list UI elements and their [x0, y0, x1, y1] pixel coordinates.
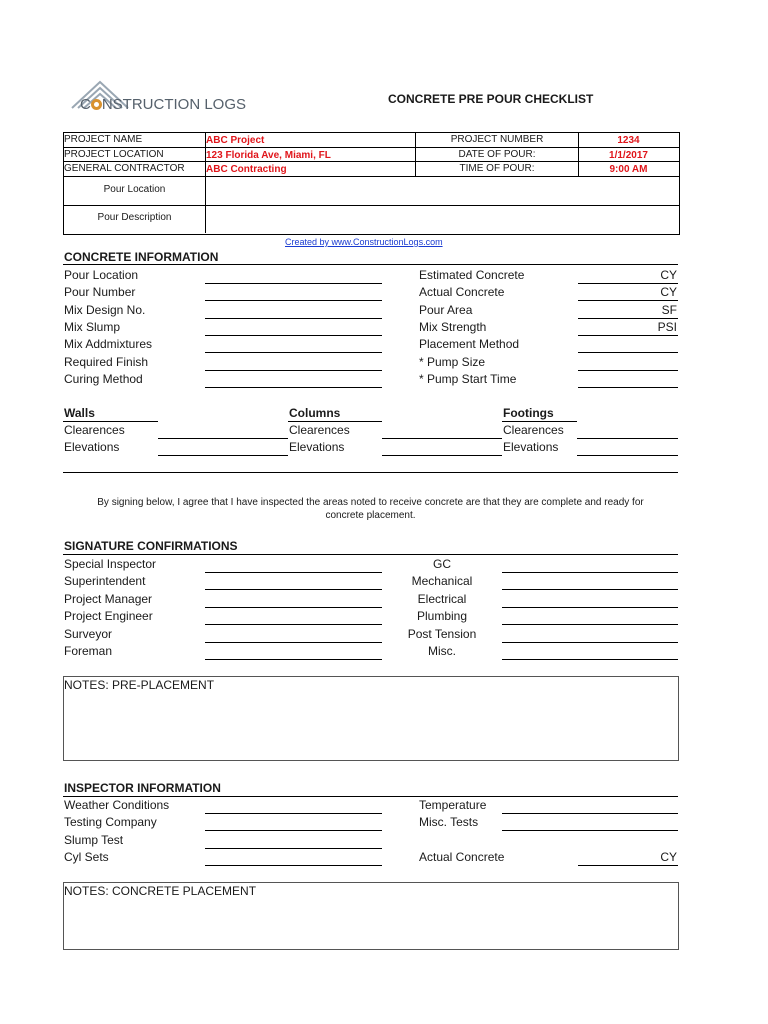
- misc-tests-field[interactable]: [502, 830, 678, 831]
- general-contractor-label: GENERAL CONTRACTOR: [64, 163, 185, 174]
- statement-line-1: By signing below, I agree that I have inspected the areas noted to receive concrete are that they are complete and ready for: [97, 497, 644, 508]
- sig-left-field-5[interactable]: [205, 659, 382, 660]
- footings-clearences: Clearences: [503, 423, 564, 437]
- ci-left-0: Pour Location: [64, 268, 139, 282]
- sig-right-0: GC: [433, 557, 451, 571]
- ci-right-3: Mix Strength: [419, 320, 487, 334]
- walls-elevations-field[interactable]: [158, 455, 288, 456]
- sig-left-field-0[interactable]: [205, 572, 382, 573]
- sig-right-field-1[interactable]: [502, 589, 678, 590]
- sig-left-1: Superintendent: [64, 574, 146, 588]
- weather-label: Weather Conditions: [64, 798, 170, 812]
- logo: [66, 78, 247, 120]
- cyl-label: Cyl Sets: [64, 850, 109, 864]
- ci-unit-1: CY: [660, 285, 677, 299]
- ci-left-field-2[interactable]: [205, 318, 382, 319]
- walls-clearences-field[interactable]: [158, 438, 288, 439]
- ci-left-6: Curing Method: [64, 372, 143, 386]
- sig-right-5: Misc.: [428, 644, 456, 658]
- sig-left-2: Project Manager: [64, 592, 153, 606]
- ci-right-field-0[interactable]: [578, 283, 678, 284]
- ci-unit-3: PSI: [657, 320, 677, 334]
- ci-right-6: * Pump Start Time: [419, 372, 517, 386]
- actual-concrete-unit: CY: [660, 850, 677, 864]
- walls-heading: Walls: [64, 406, 95, 420]
- footings-heading: Footings: [503, 406, 554, 420]
- ci-right-field-3[interactable]: [578, 335, 678, 336]
- ci-unit-2: SF: [661, 303, 677, 317]
- ci-unit-0: CY: [660, 268, 677, 282]
- sig-left-3: Project Engineer: [64, 609, 153, 623]
- columns-elevations-field[interactable]: [382, 455, 502, 456]
- page-title: CONCRETE PRE POUR CHECKLIST: [388, 92, 594, 106]
- ci-left-field-3[interactable]: [205, 335, 382, 336]
- sig-right-field-5[interactable]: [502, 659, 678, 660]
- actual-concrete-field[interactable]: [578, 865, 678, 866]
- project-name-value[interactable]: ABC Project: [206, 135, 265, 146]
- project-name-label: PROJECT NAME: [64, 134, 143, 145]
- statement-line-2: concrete placement.: [325, 510, 416, 521]
- ci-right-field-5[interactable]: [578, 370, 678, 371]
- testing-field[interactable]: [205, 830, 382, 831]
- walls-clearences: Clearences: [64, 423, 125, 437]
- ci-left-field-0[interactable]: [205, 283, 382, 284]
- concrete-info-heading: CONCRETE INFORMATION: [64, 250, 219, 264]
- date-of-pour-label: DATE OF POUR:: [458, 149, 536, 160]
- ci-left-field-1[interactable]: [205, 300, 382, 301]
- sig-left-field-2[interactable]: [205, 607, 382, 608]
- time-of-pour-value[interactable]: 9:00 AM: [609, 164, 648, 175]
- project-number-value[interactable]: 1234: [617, 135, 640, 146]
- ci-left-3: Mix Slump: [64, 320, 121, 334]
- ci-right-0: Estimated Concrete: [419, 268, 525, 282]
- sig-right-field-2[interactable]: [502, 607, 678, 608]
- walls-elevations: Elevations: [64, 440, 120, 454]
- ci-left-2: Mix Design No.: [64, 303, 146, 317]
- sig-left-0: Special Inspector: [64, 557, 157, 571]
- ci-right-4: Placement Method: [419, 337, 520, 351]
- pour-location-label: Pour Location: [103, 184, 166, 195]
- sig-left-5: Foreman: [64, 644, 113, 658]
- sig-left-4: Surveyor: [64, 627, 113, 641]
- date-of-pour-value[interactable]: 1/1/2017: [609, 150, 648, 161]
- project-location-label: PROJECT LOCATION: [64, 149, 164, 160]
- signature-heading: SIGNATURE CONFIRMATIONS: [64, 539, 238, 553]
- footings-clearences-field[interactable]: [577, 438, 678, 439]
- ci-left-4: Mix Addmixtures: [64, 337, 153, 351]
- ci-right-field-4[interactable]: [578, 352, 678, 353]
- ci-right-1: Actual Concrete: [419, 285, 505, 299]
- columns-clearences-field[interactable]: [382, 438, 502, 439]
- columns-clearences: Clearences: [289, 423, 350, 437]
- sig-right-field-3[interactable]: [502, 624, 678, 625]
- logo-text-rest: NSTRUCTION LOGS: [101, 96, 247, 113]
- ci-left-5: Required Finish: [64, 355, 149, 369]
- ci-right-field-6[interactable]: [578, 387, 678, 388]
- columns-elevations: Elevations: [289, 440, 345, 454]
- notes-placement-label: NOTES: CONCRETE PLACEMENT: [64, 884, 257, 898]
- sig-left-field-1[interactable]: [205, 589, 382, 590]
- temperature-label: Temperature: [419, 798, 487, 812]
- logo-gear-icon: [91, 99, 102, 110]
- columns-heading: Columns: [289, 406, 341, 420]
- actual-concrete-label: Actual Concrete: [419, 850, 505, 864]
- inspector-heading: INSPECTOR INFORMATION: [64, 781, 221, 795]
- general-contractor-value[interactable]: ABC Contracting: [206, 164, 287, 175]
- misc-tests-label: Misc. Tests: [419, 815, 479, 829]
- footings-elevations-field[interactable]: [577, 455, 678, 456]
- slump-field[interactable]: [205, 848, 382, 849]
- logo-text: [80, 96, 246, 113]
- sig-left-field-3[interactable]: [205, 624, 382, 625]
- ci-left-field-4[interactable]: [205, 352, 382, 353]
- ci-right-5: * Pump Size: [419, 355, 486, 369]
- logo-text-initial: C: [80, 96, 91, 113]
- weather-field[interactable]: [205, 813, 382, 814]
- sig-left-field-4[interactable]: [205, 642, 382, 643]
- ci-left-field-6[interactable]: [205, 387, 382, 388]
- sig-right-3: Plumbing: [416, 609, 468, 623]
- testing-label: Testing Company: [64, 815, 157, 829]
- notes-pre-placement-label: NOTES: PRE-PLACEMENT: [64, 678, 215, 692]
- ci-left-1: Pour Number: [64, 285, 136, 299]
- sig-right-field-0[interactable]: [502, 572, 678, 573]
- footings-elevations: Elevations: [503, 440, 559, 454]
- ci-right-2: Pour Area: [419, 303, 473, 317]
- sig-right-4: Post Tension: [407, 627, 477, 641]
- ci-left-field-5[interactable]: [205, 370, 382, 371]
- slump-label: Slump Test: [64, 833, 124, 847]
- pour-description-label: Pour Description: [97, 212, 172, 223]
- ci-right-field-1[interactable]: [578, 300, 678, 301]
- project-number-label: PROJECT NUMBER: [450, 134, 544, 145]
- sig-right-2: Electrical: [417, 592, 467, 606]
- temperature-field[interactable]: [502, 813, 678, 814]
- ci-right-field-2[interactable]: [578, 318, 678, 319]
- sig-right-1: Mechanical: [411, 574, 473, 588]
- time-of-pour-label: TIME OF POUR:: [459, 163, 535, 174]
- cyl-field[interactable]: [205, 865, 382, 866]
- created-by-link[interactable]: Created by www.ConstructionLogs.com: [285, 237, 443, 247]
- sig-right-field-4[interactable]: [502, 642, 678, 643]
- project-location-value[interactable]: 123 Florida Ave, Miami, FL: [206, 150, 331, 161]
